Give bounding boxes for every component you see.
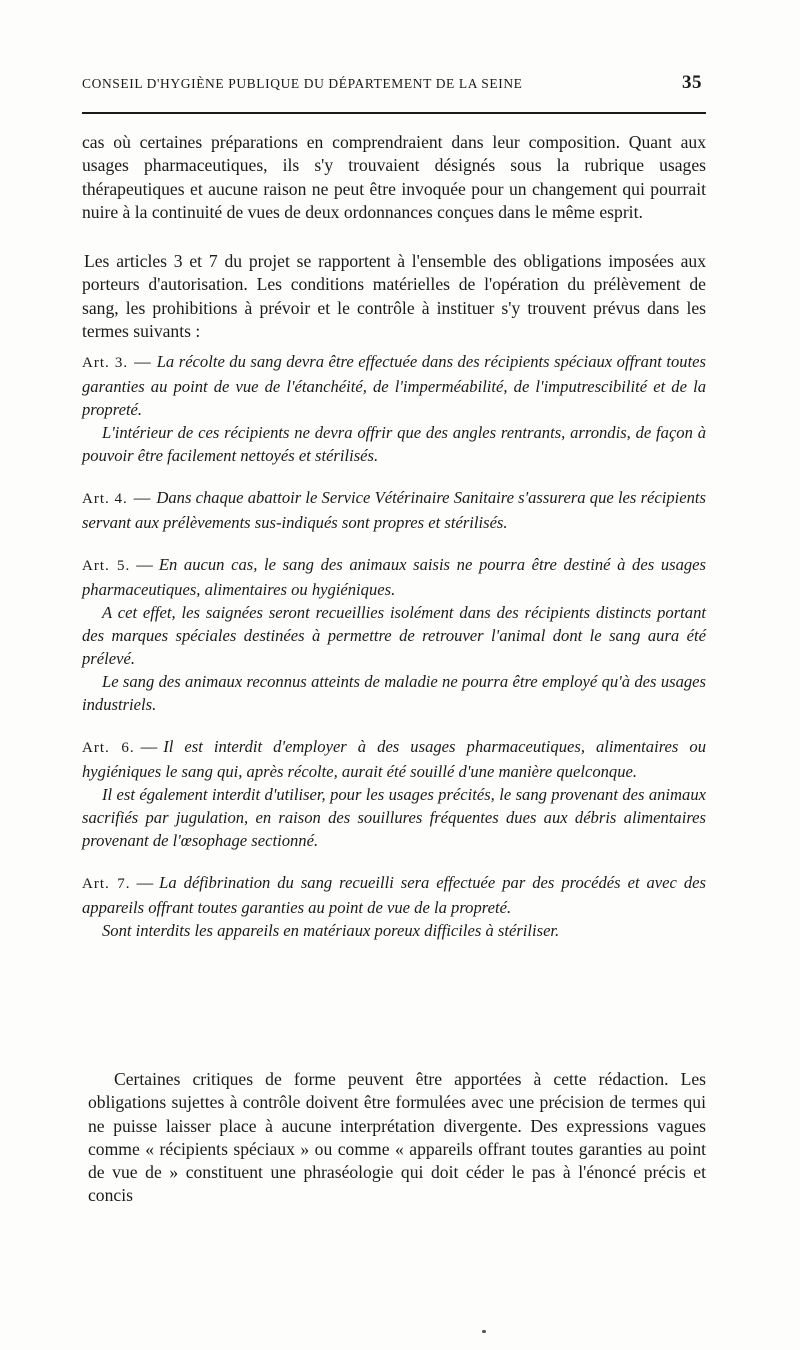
article-subparagraph: L'intérieur de ces récipients ne devra offrir que des angles rentrants, arrondis, de façon à pouvoir être facilement nettoyés et stérilisés.	[82, 423, 706, 465]
article-subparagraph: Il est également interdit d'utiliser, pour les usages précités, le sang provenant des animaux sacrifiés par jugulation, en raison des souillures fréquentes dues aux débris alimentaires provenant de l'œsophage sectionné.	[82, 785, 706, 850]
page-number: 35	[682, 72, 702, 93]
article-text: La défibrination du sang recueilli sera effectuée par des procédés et avec des appareils offrant toutes garanties au point de vue de la propreté.	[82, 873, 706, 917]
article-text: En aucun cas, le sang des animaux saisis ne pourra être destiné à des usages pharmaceutiques, alimentaires ou hygiéniques.	[82, 555, 706, 599]
article-text: Il est interdit d'employer à des usages pharmaceutiques, alimentaires ou hygiéniques le sang qui, après récolte, aurait été souillé d'une manière quelconque.	[82, 737, 706, 781]
header-rule	[82, 112, 706, 114]
article-6	[82, 735, 706, 852]
page-header	[82, 72, 702, 94]
intro-paragraph-2	[82, 250, 706, 343]
paragraph-text: Les articles 3 et 7 du projet se rapportent à l'ensemble des obligations imposées aux porteurs d'autorisation. Les conditions matérielles de l'opération du prélèvement de sang, les prohibitions à prévoir et le contrôle à instituer s'y trouvent prévus dans les termes suivants :	[82, 251, 706, 341]
article-label: Art. 4.	[82, 491, 128, 507]
article-label: Art. 5.	[82, 558, 131, 574]
article-label: Art. 3.	[82, 355, 129, 371]
intro-paragraph-1	[82, 131, 706, 224]
article-main: Art. 3. — La récolte du sang devra être effectuée dans des récipients spéciaux offrant toutes garanties au point de vue de l'étanchéité, de l'imperméabilité, de l'imputrescibilité et de la propreté.	[82, 352, 706, 419]
article-subparagraph: Le sang des animaux reconnus atteints de maladie ne pourra être employé qu'à des usages industriels.	[82, 672, 706, 714]
article-label: Art. 6.	[82, 740, 135, 756]
article-text: Dans chaque abattoir le Service Vétérinaire Sanitaire s'assurera que les récipients servant aux prélèvements sus-indiqués sont propres et stérilisés.	[82, 488, 706, 532]
running-title: CONSEIL D'HYGIÈNE PUBLIQUE DU DÉPARTEMENT DE LA SEINE	[82, 76, 523, 91]
closing-paragraph	[88, 1068, 706, 1208]
article-subparagraph: Sont interdits les appareils en matériaux poreux difficiles à stériliser.	[102, 921, 560, 940]
article-label: Art. 7.	[82, 876, 131, 892]
article-5	[82, 553, 706, 716]
paragraph-text: Certaines critiques de forme peuvent être apportées à cette rédaction. Les obligations sujettes à contrôle doivent être formulées avec une précision de termes qui ne puisse laisser place à aucune interprétation divergente. Des expressions vagues comme « récipients spéciaux » ou comme « appareils offrant toutes garanties au point de vue de » constituent une phraséologie qui doit céder le pas à l'énoncé précis et concis	[88, 1069, 706, 1206]
article-main: Art. 4. — Dans chaque abattoir le Service Vétérinaire Sanitaire s'assurera que les récipients servant aux prélèvements sus-indiqués sont propres et stérilisés.	[82, 488, 706, 532]
article-main: Art. 6. — Il est interdit d'employer à des usages pharmaceutiques, alimentaires ou hygiéniques le sang qui, après récolte, aurait été souillé d'une manière quelconque.	[82, 737, 706, 781]
article-4	[82, 486, 706, 534]
article-7	[82, 871, 706, 942]
ink-speck	[482, 1330, 486, 1333]
articles-list	[82, 350, 706, 942]
article-text: La récolte du sang devra être effectuée dans des récipients spéciaux offrant toutes garanties au point de vue de l'étanchéité, de l'imperméabilité, de l'imputrescibilité et de la propreté.	[82, 352, 706, 419]
article-3	[82, 350, 706, 467]
paragraph-text: cas où certaines préparations en comprendraient dans leur composition. Quant aux usages pharmaceutiques, ils s'y trouvaient désignés sous la rubrique usages thérapeutiques et aucune raison ne peut être invoquée pour un changement qui pourrait nuire à la continuité de vues de deux ordonnances conçues dans le même esprit.	[82, 132, 706, 222]
article-main: Art. 5. — En aucun cas, le sang des animaux saisis ne pourra être destiné à des usages pharmaceutiques, alimentaires ou hygiéniques.	[82, 555, 706, 599]
article-subparagraph: A cet effet, les saignées seront recueillies isolément dans des récipients distincts portant des marques spéciales destinées à permettre de retrouver l'animal dont le sang aura été prélevé.	[82, 603, 706, 668]
article-main: Art. 7. — La défibrination du sang recueilli sera effectuée par des procédés et avec des appareils offrant toutes garanties au point de vue de la propreté.	[82, 873, 706, 917]
